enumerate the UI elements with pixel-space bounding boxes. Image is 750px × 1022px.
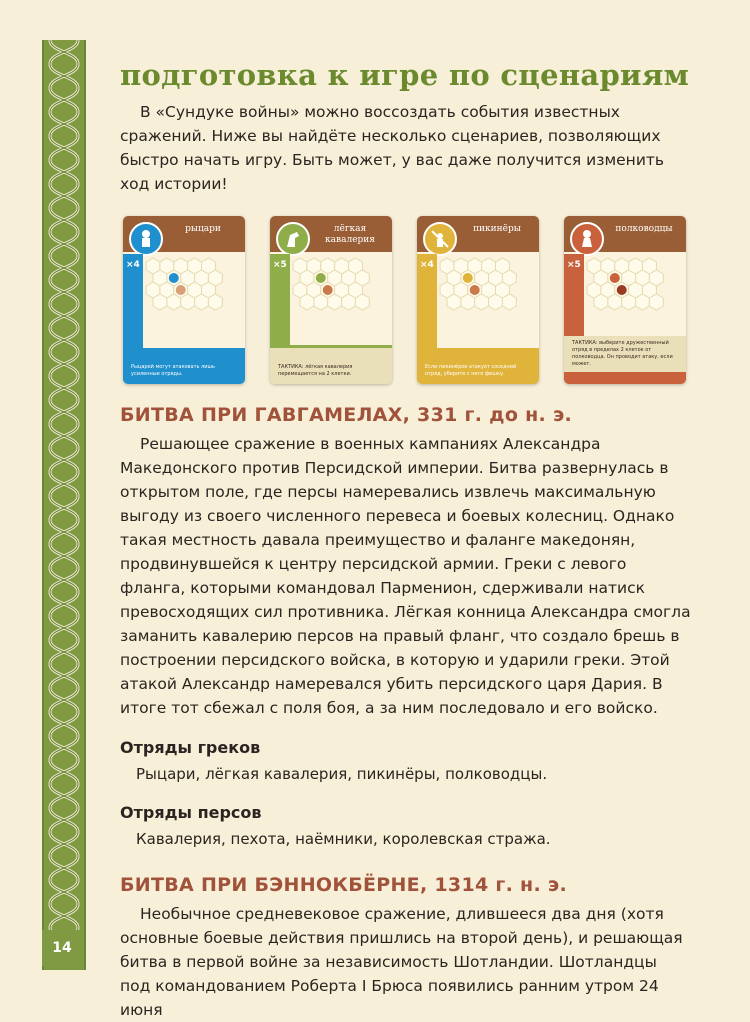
horse-icon [276,222,310,256]
celtic-knot-border [42,40,86,970]
page-title: подготовка к игре по сценариям [120,58,690,92]
page-number: 14 [42,930,82,966]
greeks-units-list: Рыцари, лёгкая кавалерия, пикинёры, полководцы. [136,765,548,783]
battle-heading-gaugamela: БИТВА ПРИ ГАВГАМЕЛАХ, 331 г. до н. э. [120,404,573,426]
unit-token [463,273,473,283]
battle-body-gaugamela: Решающее сражение в военных кампаниях Александра Македонского против Персидской империи. Битва развернулась в открытом поле, где персы намеревались извлечь максимальную выгоду из своего численного перевеса и боевых колесниц. Однако такая местность давала преимущество и фаланге македонян, продвинувшейся к центру персидской армии. Греки с левого фланга, которыми командовал Пармениoн, сдерживали натиск превосходящих сил противника. Лёгкая конница Александра смогла заманить кавалерию персов на правый фланг, что создало брешь в построении персидского войска, в которую и ударили греки. Этой атакой Александр намеревался убить персидского царя Дария. В итоге тот сбежал с поля боя, а за ним последовало и его войско. [120,435,691,717]
persians-units-list: Кавалерия, пехота, наёмники, королевская стража. [136,830,551,848]
page-content [120,58,692,1022]
target-token [470,285,480,295]
card-rule-text: ТАКТИКА: выберите дружественный отряд в пределах 2 клеток от полководца. Он проводит атаку, если может. [572,340,673,367]
persians-units-heading: Отряды персов [120,803,262,822]
hex-grid-diagram [143,256,243,336]
card-count: ×5 [567,260,581,270]
commander-icon [570,222,604,256]
unit-cards [120,216,692,396]
card-rule-text: Рыцарей могут атаковать лишь усиленные отряды. [131,364,215,377]
unit-card-commanders [564,216,686,384]
card-rule-text: ТАКТИКА: лёгкая кавалерия перемещается на 2 клетки. [278,364,353,377]
card-count: ×4 [126,260,140,270]
target-token [323,285,333,295]
target-token [617,285,627,295]
greeks-units-heading: Отряды греков [120,738,261,757]
battle-heading-bannockburn: БИТВА ПРИ БЭННОКБЁРНЕ, 1314 г. н. э. [120,874,567,896]
card-count: ×4 [420,260,434,270]
unit-token [610,273,620,283]
hex-grid-diagram [437,256,537,336]
card-name: рыцари [185,224,221,234]
unit-token [169,273,179,283]
card-rule-text: Если пикинёров атакует соседний отряд, уберите с него фишку. [425,364,517,377]
hex-grid-diagram [290,256,390,336]
hex-grid-diagram [584,256,684,336]
card-name: лёгкая кавалерия [325,224,375,245]
unit-card-pikemen [417,216,539,384]
battle-body-bannockburn: Необычное средневековое сражение, длившееся два дня (хотя основные боевые действия пришлись на второй день), и решающая битва в первой войне за независимость Шотландии. Шотландцы под командованием Роберта I Брюса появились ранним утром 24 июня [120,905,683,1019]
pikeman-icon [423,222,457,256]
card-name: пикинёры [473,224,521,234]
unit-token [316,273,326,283]
intro-paragraph: В «Сундуке войны» можно воссоздать события известных сражений. Ниже вы найдёте несколько сценариев, позволяющих быстро начать игру. Быть может, у вас даже получится изменить ход истории! [120,103,665,193]
card-count: ×5 [273,260,287,270]
knight-icon [129,222,163,256]
unit-card-knights [123,216,245,384]
card-name: полководцы [615,224,673,234]
target-token [176,285,186,295]
unit-card-light-cavalry [270,216,392,384]
